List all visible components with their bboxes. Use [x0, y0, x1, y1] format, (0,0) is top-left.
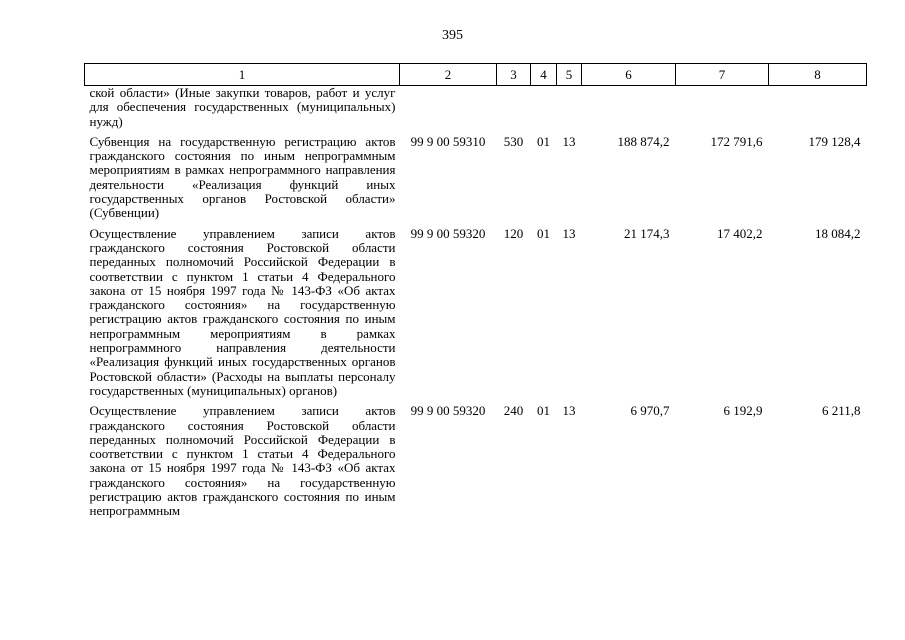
row-sum-1: [582, 86, 676, 129]
row-target-code: 99 9 00 59320: [410, 225, 486, 241]
header-row: [85, 64, 867, 86]
row-sum-2: [676, 86, 769, 129]
header-col-1: 1: [85, 64, 400, 86]
row-sum-1: 6 970,7: [630, 403, 670, 419]
row-target-code: [400, 86, 497, 129]
row-sum-2: 6 192,9: [723, 403, 763, 419]
row-description: Субвенция на государственную регистрацию актов гражданского состояния по иным непрограммным мероприятиям в рамках непрограммного направления деятельности «Реализация функций иных государственных органов Ростовской области» (Субвенции): [89, 133, 396, 221]
budget-table: [84, 63, 867, 519]
row-sum-3: 6 211,8: [821, 403, 861, 419]
row-pr: 13: [562, 225, 576, 241]
row-rz: [531, 86, 557, 129]
header-col-5: 5: [557, 64, 582, 86]
row-rz: 01: [537, 225, 550, 241]
row-description: Осуществление управлением записи актов гражданского состояния Ростовской области переданных полномочий Российской Федерации в соответствии с пунктом 1 статьи 4 Федерального закона от 15 ноября 1997 года № 143-ФЗ «Об актах гражданского состояния» на государственную регистрацию актов гражданского состояния по иным непрограммным: [89, 403, 396, 519]
row-sum-3: 179 128,4: [808, 133, 861, 149]
row-rz: 01: [537, 403, 550, 419]
table-row: [85, 404, 867, 518]
row-sum-1: 188 874,2: [617, 133, 670, 149]
row-sum-1: 21 174,3: [624, 225, 670, 241]
row-target-code: 99 9 00 59320: [410, 403, 486, 419]
table-row: [85, 135, 867, 221]
row-vr: 120: [503, 225, 524, 241]
page-number: 395: [442, 28, 463, 43]
table-row: [85, 227, 867, 399]
row-description: ской области» (Иные закупки товаров, работ и услуг для обеспечения государственных (муниципальных) нужд): [89, 85, 396, 129]
row-pr: [557, 86, 582, 129]
row-sum-3: 18 084,2: [815, 225, 861, 241]
row-vr: [497, 86, 531, 129]
row-pr: 13: [562, 403, 576, 419]
header-col-2: 2: [400, 64, 497, 86]
table-row: [85, 86, 867, 129]
header-col-3: 3: [497, 64, 531, 86]
row-target-code: 99 9 00 59310: [410, 133, 486, 149]
row-sum-2: 17 402,2: [717, 225, 763, 241]
row-pr: 13: [562, 133, 576, 149]
row-vr: 240: [503, 403, 524, 419]
row-sum-2: 172 791,6: [710, 133, 763, 149]
row-vr: 530: [503, 133, 524, 149]
row-sum-3: [769, 86, 867, 129]
header-col-7: 7: [676, 64, 769, 86]
header-col-8: 8: [769, 64, 867, 86]
row-rz: 01: [537, 133, 550, 149]
header-col-4: 4: [531, 64, 557, 86]
header-col-6: 6: [582, 64, 676, 86]
row-description: Осуществление управлением записи актов гражданского состояния Ростовской области переданных полномочий Российской Федерации в соответствии с пунктом 1 статьи 4 Федерального закона от 15 ноября 1997 года № 143-ФЗ «Об актах гражданского состояния» на государственную регистрацию актов гражданского состояния по иным непрограммным мероприятиям в рамках непрограммного направления деятельности «Реализация функций иных государственных органов Ростовской области» (Расходы на выплаты персоналу государственных (муниципальных) органов): [89, 225, 396, 398]
